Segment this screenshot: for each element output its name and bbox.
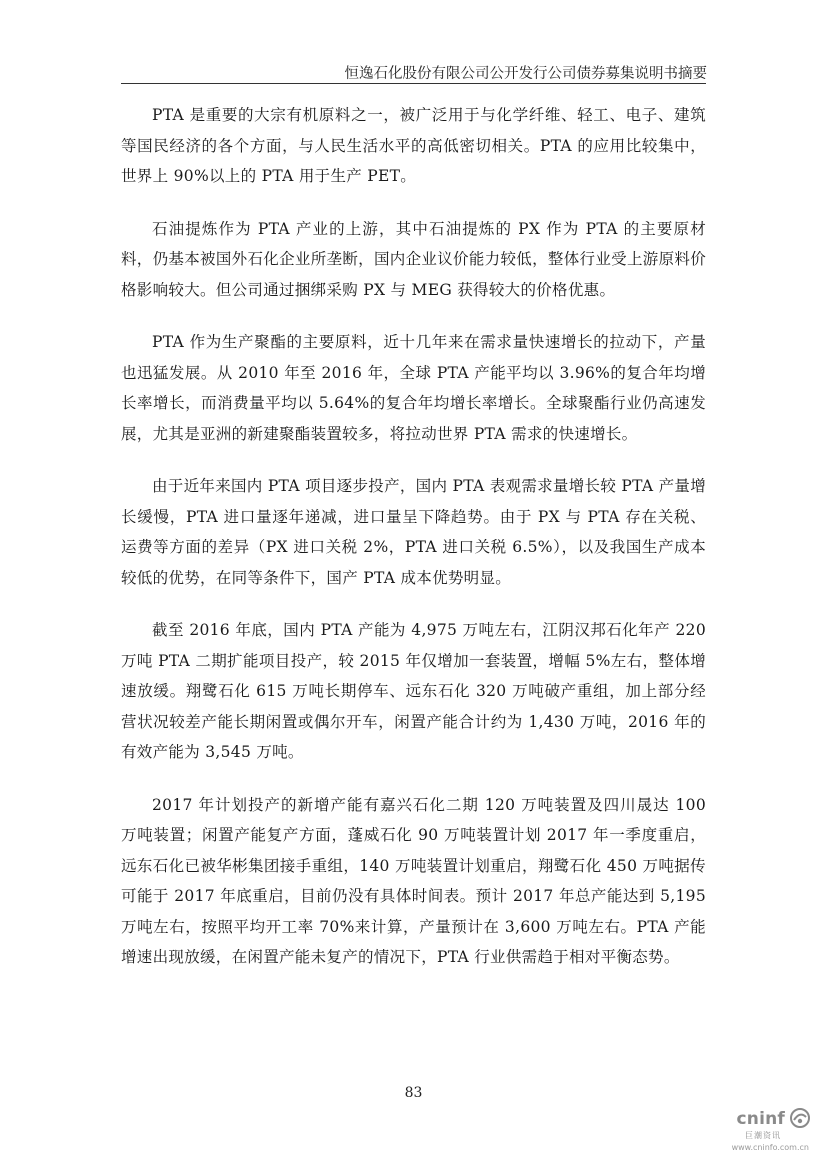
cninf-logo-icon (789, 1107, 811, 1129)
paragraph-5: 截至 2016 年底，国内 PTA 产能为 4,975 万吨左右，江阴汉邦石化年产 220 万吨 PTA 二期扩能项目投产，较 2015 年仅增加一套装置，增幅 5%左右，整体增速放缓。翔鹭石化 615 万吨长期停车、远东石化 320 万吨破产重组，加上部分经营状况较差产能长期闲置或偶尔开车，闲置产能合计约为 1,430 万吨，2016 年的有效产能为 3,545 万吨。 (121, 621, 706, 761)
paragraph-2: 石油提炼作为 PTA 产业的上游，其中石油提炼的 PX 作为 PTA 的主要原材料，仍基本被国外石化企业所垄断，国内企业议价能力较低，整体行业受上游原料价格影响较大。但公司通过捆绑采购 PX 与 MEG 获得较大的价格优惠。 (121, 219, 706, 299)
cninf-watermark (715, 1105, 815, 1165)
paragraph-1: PTA 是重要的大宗有机原料之一，被广泛用于与化学纤维、轻工、电子、建筑等国民经济的各个方面，与人民生活水平的高低密切相关。PTA 的应用比较集中，世界上 90%以上的 PTA 用于生产 PET。 (121, 106, 706, 185)
paragraph-3: PTA 作为生产聚酯的主要原料，近十几年来在需求量快速增长的拉动下，产量也迅猛发展。从 2010 年至 2016 年，全球 PTA 产能平均以 3.96%的复合年均增长率增长，而消费量平均以 5.64%的复合年均增长率增长。全球聚酯行业仍高速发展，尤其是亚洲的新建聚酯装置较多，将拉动世界 PTA 需求的快速增长。 (121, 333, 706, 443)
watermark-brand: cninf (736, 1109, 785, 1129)
watermark-brand-cn: 巨潮资讯 (745, 1131, 781, 1140)
header-divider (121, 83, 706, 84)
page-number: 83 (404, 1085, 423, 1101)
paragraph-4: 由于近年来国内 PTA 项目逐步投产，国内 PTA 表观需求量增长较 PTA 产量增长缓慢，PTA 进口量逐年递减，进口量呈下降趋势。由于 PX 与 PTA 存在关税、运费等方面的差异（PX 进口关税 2%，PTA 进口关税 6.5%），以及我国生产成本较低的优势，在同等条件下，国产 PTA 成本优势明显。 (121, 477, 707, 587)
watermark-url: www.cninfo.com.cn (731, 1143, 809, 1152)
paragraph-6: 2017 年计划投产的新增产能有嘉兴石化二期 120 万吨装置及四川晟达 100 万吨装置；闲置产能复产方面，蓬威石化 90 万吨装置计划 2017 年一季度重启，远东石化已被华彬集团接手重组，140 万吨装置计划重启，翔鹭石化 450 万吨据传可能于 2017 年底重启，目前仍没有具体时间表。预计 2017 年总产能达到 5,195 万吨左右，按照平均开工率 70%来计算，产量预计在 3,600 万吨左右。PTA 产能增速出现放缓，在闲置产能未复产的情况下，PTA 行业供需趋于相对平衡态势。 (121, 795, 706, 966)
document-header: 恒逸石化股份有限公司公开发行公司债券募集说明书摘要 (344, 66, 707, 82)
document-body (121, 100, 706, 995)
